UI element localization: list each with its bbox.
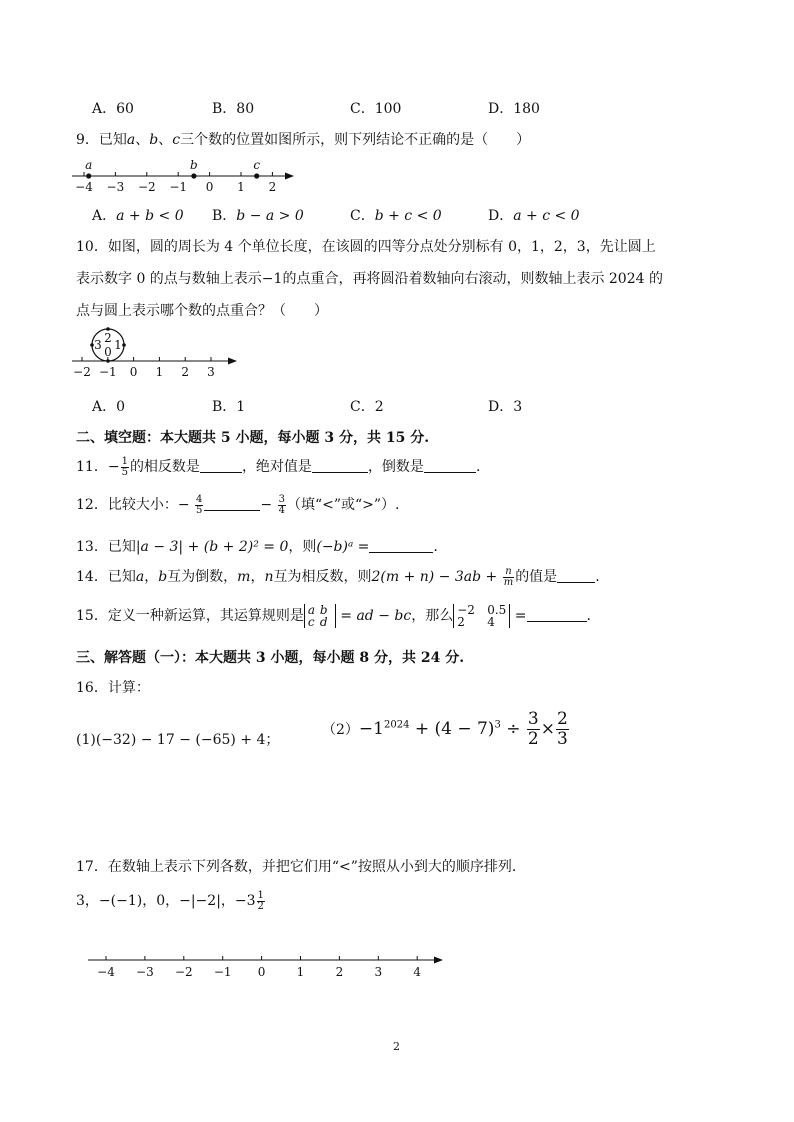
q13-blank[interactable] (369, 538, 433, 553)
q10-option-d: D．3 (488, 399, 523, 415)
axis-tick-label: −3 (106, 180, 125, 194)
axis-tick-label: 1 (155, 365, 164, 379)
circle-quarter-point (122, 343, 126, 347)
q8-option-a: A．60 (92, 101, 134, 117)
q15-determinant-value: −2 0.5 2 4 (453, 604, 510, 628)
q15-blank[interactable] (527, 607, 587, 622)
circle-label-0: 0 (104, 345, 112, 359)
axis-tick-label: −2 (174, 965, 193, 979)
axis-tick-label: −4 (75, 180, 93, 194)
page-number: 2 (393, 1040, 400, 1053)
axis-tick-label: 2 (181, 365, 190, 379)
circle-label-2: 2 (104, 331, 112, 345)
q11-blank-2[interactable] (312, 458, 368, 473)
q11-blank-3[interactable] (424, 458, 476, 473)
axis-tick-label: 0 (257, 965, 266, 979)
q9-option-c: C．b + c < 0 (350, 208, 442, 224)
q8-option-b: B．80 (212, 101, 255, 117)
q11: 11．− $\frac{1}{5}$ 的相反数是 ，绝对值是 ，倒数是 . (76, 455, 481, 478)
circle-label-3: 3 (94, 338, 102, 352)
axis-tick-label: −2 (137, 180, 156, 194)
q17-numbers: 3，−(−1)，0，−|−2|，−3 $\frac{1}{2}$ (76, 889, 264, 912)
q12: 12．比较大小：− $\frac{4}{5}$ − $\frac{3}{4}$ （填“<”或“>”）. (76, 493, 400, 516)
axis-tick-label: 2 (335, 965, 344, 979)
point-label-a: a (85, 158, 93, 172)
q16-title: 16．计算： (76, 680, 150, 696)
axis-tick-label: −1 (98, 365, 117, 379)
q16-part-2: $(2)-1^{2024} + (4 - 7)^3$ ÷ $\frac{3}{2}$ × $\frac{2}{3}$ (322, 709, 568, 749)
q16-fraction-1: $\frac{3}{2}$ (527, 709, 539, 749)
q13: 13．已知|a − 3| + (b + 2)² = 0，则(−b)ᵃ = . (76, 539, 438, 555)
q17-mixed-fraction: $\frac{1}{2}$ (257, 889, 264, 912)
axis-tick-label: 3 (374, 965, 383, 979)
axis-tick-label: 1 (237, 180, 245, 194)
q10-option-a: A．0 (92, 399, 126, 415)
point-a (86, 173, 91, 178)
q14-fraction: $\frac{n}{m}$ (503, 565, 514, 588)
q10-line-2: 表示数字 0 的点与数轴上表示−1的点重合，再将圆沿着数轴向右滚动，则数轴上表示 2024 的 (76, 271, 663, 287)
q10-line-3: 点与圆上表示哪个数的点重合？（ ） (76, 303, 328, 319)
axis-tick-label: −4 (97, 965, 115, 979)
q8-option-d: D．180 (488, 101, 540, 117)
q8-option-c: C．100 (350, 101, 402, 117)
q11-fraction: $\frac{1}{5}$ (121, 455, 128, 478)
q14-blank[interactable] (557, 568, 595, 583)
q10-line-1: 10．如图，圆的周长为 4 个单位长度，在该圆的四等分点处分别标有 0，1，2，3，先让圆上 (76, 239, 656, 255)
axis-tick-label: 4 (413, 965, 422, 979)
section-2-title: 二、填空题：本大题共 5 小题，每小题 3 分，共 15 分. (76, 430, 430, 446)
q10-option-b: B．1 (212, 399, 246, 415)
axis-tick-label: −3 (136, 965, 154, 979)
circle-label-1: 1 (114, 338, 122, 352)
axis-tick-label: 0 (129, 365, 138, 379)
q9-option-d: D．a + c < 0 (488, 208, 580, 224)
axis-tick-label: −1 (213, 965, 232, 979)
q12-fraction-2: $\frac{3}{4}$ (278, 493, 285, 516)
point-c (254, 173, 259, 178)
q14: 14．已知a，b互为倒数，m，n互为相反数，则2(m + n) − 3ab + $\frac{n}{m}$ 的值是 . (76, 565, 600, 588)
axis-tick-label: 2 (268, 180, 277, 194)
q12-fraction-1: $\frac{4}{5}$ (196, 493, 203, 516)
q16-fraction-2: $\frac{2}{3}$ (556, 709, 568, 749)
axis-tick-label: 3 (207, 365, 215, 379)
section-3-title: 三、解答题（一）：本大题共 3 小题，每小题 8 分，共 24 分. (76, 650, 465, 666)
point-b (191, 173, 196, 178)
point-label-c: c (253, 158, 261, 172)
q16-part-1: (1)(−32) − 17 − (−65) + 4； (76, 732, 280, 748)
axis-tick-label: −2 (73, 365, 91, 379)
q17-stem: 17．在数轴上表示下列各数，并把它们用“<”按照从小到大的顺序排列. (76, 859, 517, 875)
q10-option-c: C．2 (350, 399, 384, 415)
q15-determinant-definition: a b c d (304, 604, 336, 628)
axis-tick-label: 0 (205, 180, 214, 194)
axis-tick-label: 1 (296, 965, 305, 979)
point-label-b: b (190, 158, 198, 172)
q9-option-a: A．a + b < 0 (92, 208, 184, 224)
axis-tick-label: −1 (169, 180, 188, 194)
q12-blank[interactable] (204, 496, 260, 511)
q9-option-b: B．b − a > 0 (212, 208, 304, 224)
q9-number-line (70, 156, 300, 196)
q9-stem: 9．已知a、b、c三个数的位置如图所示，则下列结论不正确的是（ ） (76, 132, 531, 148)
q11-blank-1[interactable] (200, 458, 242, 473)
q17-number-line[interactable] (86, 946, 448, 986)
q15: 15．定义一种新运算，其运算规则是 a b c d = ad − bc，那么 −2 0.5 2 4 = . (76, 603, 591, 629)
q10-circle-figure (70, 324, 250, 382)
